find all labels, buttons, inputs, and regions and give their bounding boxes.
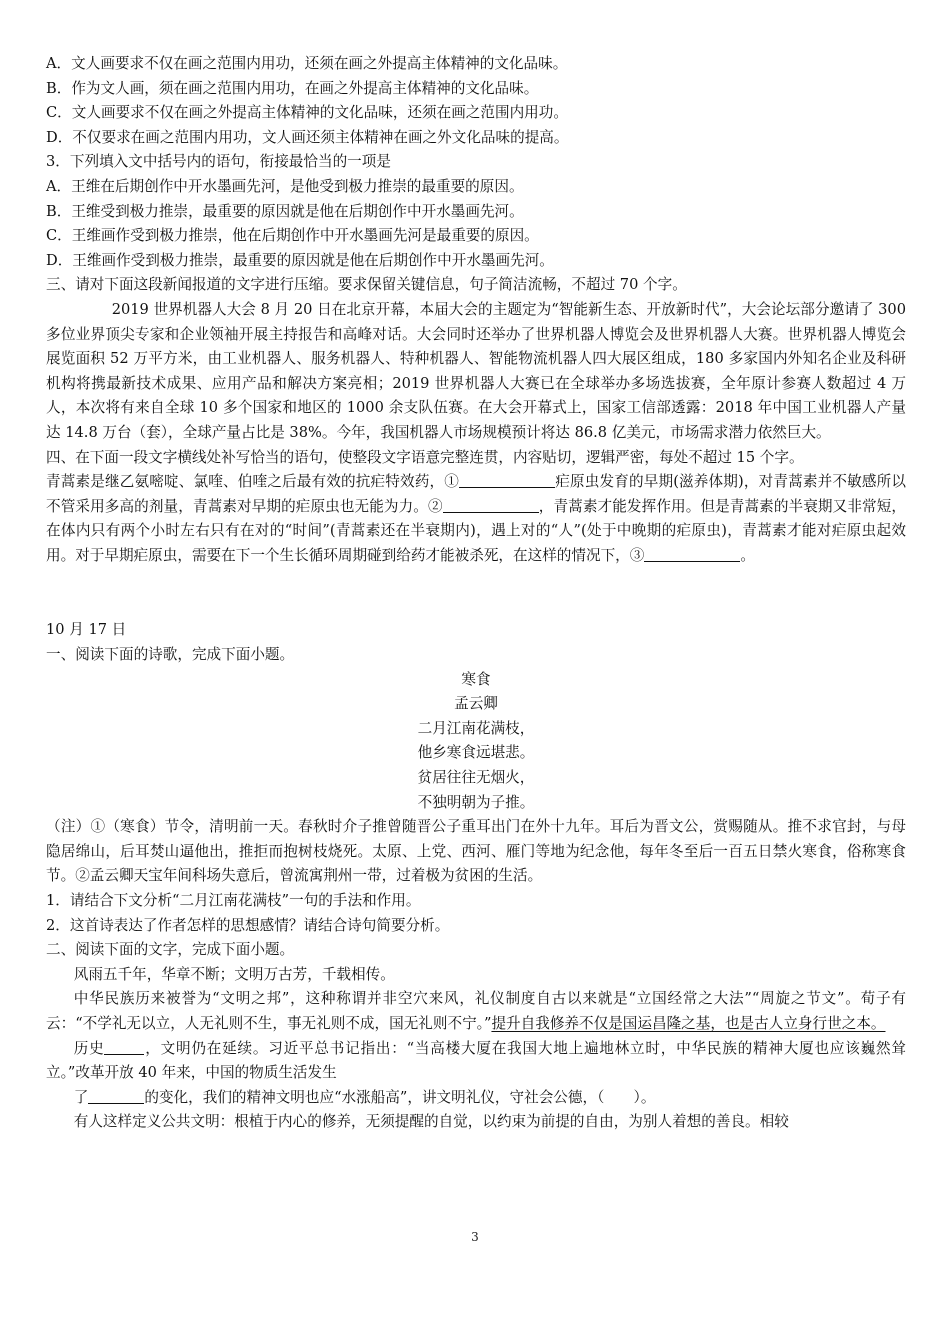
reading-paragraph-2 [46,987,906,1036]
reading-paragraph-3-rest: ，文明仍在延续。习近平总书记指出：“当高楼大厦在我国大地上遍地林立时，中华民族的精神大厦也应该巍然耸立。”改革开放 40 年来，中国的物质生活发生 [46,1039,906,1082]
reading-part-heading: 二、阅读下面的文字，完成下面小题。 [46,941,295,959]
q3-option-c: C．王维画作受到极力推崇，他在后期创作中开水墨画先河是最重要的原因。 [46,227,539,245]
reading-paragraph-1: 风雨五千年，华章不断；文明万古芳，千载相传。 [73,965,395,983]
part4-text-1: 青蒿素是继乙氨嘧啶、氯喹、伯喹之后最有效的抗疟特效药，① [46,473,460,491]
poem-author: 孟云卿 [454,695,498,713]
q2-option-d: D．不仅要求在画之范围内用功，文人画还须主体精神在画之外文化品味的提高。 [46,128,569,146]
page-number: 3 [471,1230,479,1244]
poem-title: 寒食 [461,670,491,688]
blank-change [88,1087,144,1103]
poem-note: （注）①（寒食）节令，清明前一天。春秋时介子推曾随晋公子重耳出门在外十九年。耳后为晋文公，赏赐随从。推不求官封，与母隐居绵山，后耳焚山逼他出，推拒而抱树枝烧死。太原、上党、西河、雁门等地为纪念他，每年冬至后一百五日禁火寒食，俗称寒食节。②孟云卿天宝年间科场失意后，曾流寓荆州一带，过着极为贫困的生活。 [46,818,906,885]
part4-text-4: 。 [740,546,755,564]
poem-question-2: 2．这首诗表达了作者怎样的思想感情？请结合诗句简要分析。 [46,916,450,934]
reading-paragraph-5: 有人这样定义公共文明：根植于内心的修养，无须提醒的自觉，以约束为前提的自由，为别人着想的善良。相较 [73,1113,789,1131]
reading-paragraph-4 [46,1086,906,1111]
q2-option-b: B．作为文人画，须在画之范围内用功，在画之外提高主体精神的文化品味。 [46,79,539,97]
blank-history [104,1038,144,1054]
poem-line-3: 贫居往往无烟火， [417,769,535,787]
part3-passage: 2019 世界机器人大会 8 月 20 日在北京开幕，本届大会的主题定为“智能新生态、开放新时代”，大会论坛部分邀请了 300 多位业界顶尖专家和企业领袖开展主持报告和高峰对话。大会同时还举办了世界机器人博览会及世界机器人大赛。世界机器人博览会展览面积 52 万平方米，由工业机器人、服务机器人、特种机器人、智能物流机器人四大展区组成，180 多家国内外知名企业及科研机构将携最新技术成果、应用产品和解决方案亮相；2019 世界机器人大赛已在全球举办多场选拔赛，全年原计参赛人数超过 4 万人，本次将有来自全球 10 多个国家和地区的 1000 余支队伍赛。在大会开幕式上，国家工信部透露：2018 年中国工业机器人产量达 14.8 万台（套），全球产量占比是 38%。今年，我国机器人市场规模预计将达 86.8 亿美元，市场需求潜力依然巨大。 [46,300,906,441]
document-page [46,52,906,1135]
reading-paragraph-3-start: 历史 [73,1039,105,1057]
part3-heading: 三、请对下面这段新闻报道的文字进行压缩。要求保留关键信息，句子简洁流畅，不超过 70 个字。 [46,276,687,294]
reading-paragraph-4-rest: 的变化，我们的精神文明也应“水涨船高”，讲文明礼仪，守社会公德，（ ）。 [144,1088,656,1106]
blank-1 [459,472,555,488]
q3-option-a: A．王维在后期创作中开水墨画先河，是他受到极力推崇的最重要的原因。 [46,177,524,195]
part4-passage [46,470,906,568]
blank-2 [443,496,539,512]
reading-paragraph-2-text: 中华民族历来被誉为“文明之邦”，这种称谓并非空穴来风，礼仪制度自古以来就是“立国经常之大法”“周旋之节文”。荀子有云：“不学礼无以立，人无礼则不生，事无礼则不成，国无礼则不宁。” [46,990,906,1032]
section-gap [46,568,906,618]
poem-part-heading: 一、阅读下面的诗歌，完成下面小题。 [46,646,295,664]
poem-line-4: 不独明朝为子推。 [417,793,535,811]
q3-option-b: B．王维受到极力推崇，最重要的原因就是他在后期创作中开水墨画先河。 [46,202,524,220]
underlined-sentence: 提升自我修养不仅是国运昌隆之基，也是古人立身行世之本。 [491,1014,886,1032]
poem-line-2: 他乡寒食远堪悲。 [417,744,535,762]
blank-3 [644,546,740,562]
part4-text-2: 疟原虫发育的早期(滋养体期)，对青蒿素并不敏感所以不管采用多高的剂量，青蒿素对早期的疟原虫也无能为力。② [46,473,906,515]
q3-stem: 3．下列填入文中括号内的语句，衔接最恰当的一项是 [46,153,391,171]
q2-option-a: A．文人画要求不仅在画之范围内用功，还须在画之外提高主体精神的文化品味。 [46,55,568,72]
reading-paragraph-4-start: 了 [73,1088,89,1106]
poem-line-1: 二月江南花满枝， [417,719,535,737]
q3-option-d: D．王维画作受到极力推崇，最重要的原因就是他在后期创作中开水墨画先河。 [46,251,554,269]
poem-question-1: 1．请结合下文分析“二月江南花满枝”一句的手法和作用。 [46,892,421,909]
date-heading: 10 月 17 日 [46,621,127,639]
part4-text-3: ，青蒿素才能发挥作用。但是青蒿素的半衰期又非常短，在体内只有两个小时左右只有在对的“时间”(青蒿素还在半衰期内)，遇上对的“人”(处于中晚期的疟原虫)，青蒿素才能对疟原虫起效用。对于早期疟原虫，需要在下一个生长循环周期碰到给药才能被杀死，在这样的情况下，③ [46,497,906,564]
reading-paragraph-3 [46,1037,906,1086]
q2-option-c: C．文人画要求不仅在画之外提高主体精神的文化品味，还须在画之范围内用功。 [46,104,568,122]
part4-heading: 四、在下面一段文字横线处补写恰当的语句，使整段文字语意完整连贯，内容贴切，逻辑严密，每处不超过 15 个字。 [46,448,804,466]
